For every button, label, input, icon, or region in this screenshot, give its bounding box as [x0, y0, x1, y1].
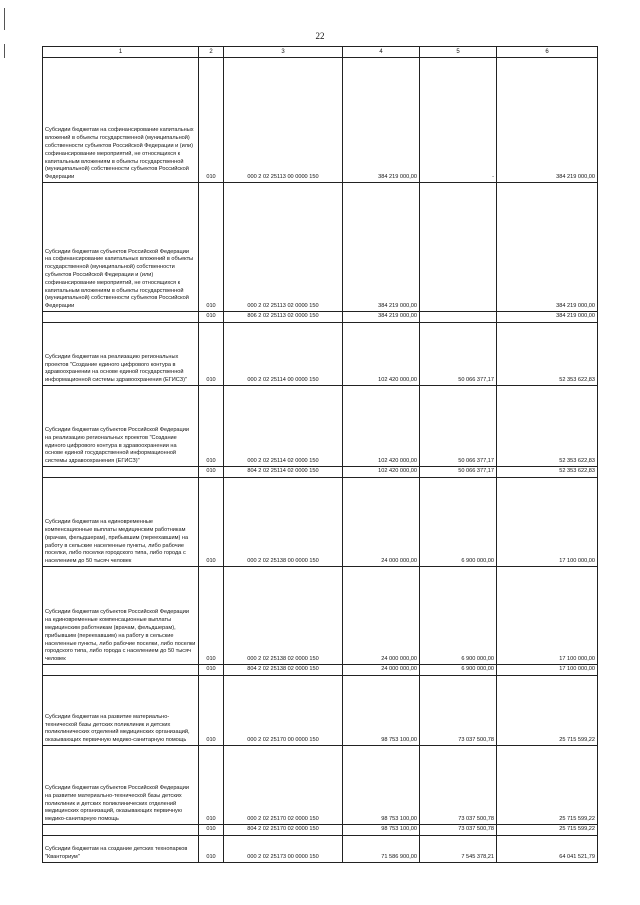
row-admin-code: 010 — [199, 567, 224, 665]
row-executed-amount: 6 900 000,00 — [420, 665, 497, 676]
row-budget-code: 000 2 02 25113 02 0000 150 — [224, 183, 343, 312]
row-plan-amount: 384 219 000,00 — [343, 58, 420, 183]
row-admin-code: 010 — [199, 467, 224, 478]
column-header: 2 — [199, 47, 224, 58]
row-budget-code: 000 2 02 25114 02 0000 150 — [224, 386, 343, 467]
row-budget-code: 000 2 02 25114 00 0000 150 — [224, 323, 343, 386]
row-admin-code: 010 — [199, 825, 224, 836]
row-executed-amount: 50 066 377,17 — [420, 323, 497, 386]
row-plan-amount: 24 000 000,00 — [343, 478, 420, 567]
scan-edge-mark — [4, 44, 5, 58]
row-admin-code: 010 — [199, 386, 224, 467]
row-budget-code: 000 2 02 25138 00 0000 150 — [224, 478, 343, 567]
row-admin-code: 010 — [199, 665, 224, 676]
row-plan-amount: 102 420 000,00 — [343, 323, 420, 386]
row-plan-amount: 98 753 100,00 — [343, 825, 420, 836]
row-plan-amount: 24 000 000,00 — [343, 567, 420, 665]
row-plan-amount: 98 753 100,00 — [343, 676, 420, 746]
row-remaining-amount: 25 715 599,22 — [497, 676, 598, 746]
row-executed-amount: 73 037 500,78 — [420, 825, 497, 836]
row-budget-code: 804 2 02 25138 02 0000 150 — [224, 665, 343, 676]
row-description — [43, 312, 199, 323]
row-plan-amount: 102 420 000,00 — [343, 386, 420, 467]
row-plan-amount: 24 000 000,00 — [343, 665, 420, 676]
table-subtotal-row — [43, 825, 598, 836]
budget-table — [42, 46, 598, 863]
row-budget-code: 806 2 02 25113 02 0000 150 — [224, 312, 343, 323]
row-description — [43, 665, 199, 676]
row-executed-amount: 6 900 000,00 — [420, 567, 497, 665]
row-description: Субсидии бюджетам на развитие материально-технической базы детских поликлиник и детских поликлинических отделений медицинских организаций, оказывающих первичную медико-санитарную помощь — [43, 676, 199, 746]
row-admin-code: 010 — [199, 478, 224, 567]
row-executed-amount — [420, 312, 497, 323]
table-row — [43, 676, 598, 746]
row-remaining-amount: 25 715 599,22 — [497, 746, 598, 825]
column-header: 5 — [420, 47, 497, 58]
table-row — [43, 478, 598, 567]
row-budget-code: 000 2 02 25113 00 0000 150 — [224, 58, 343, 183]
row-plan-amount: 384 219 000,00 — [343, 183, 420, 312]
column-header: 4 — [343, 47, 420, 58]
scan-edge-mark — [4, 8, 5, 30]
row-executed-amount: - — [420, 58, 497, 183]
row-description: Субсидии бюджетам на единовременные компенсационные выплаты медицинским работникам (врачам, фельдшерам), прибывшим (переехавшим) на работу в сельские населенные пункты, либо рабочие поселки, либо поселки городского типа, либо города с населением до 50 тысяч человек — [43, 478, 199, 567]
row-executed-amount: 7 545 378,21 — [420, 836, 497, 863]
row-remaining-amount: 17 100 000,00 — [497, 665, 598, 676]
row-remaining-amount: 52 353 622,83 — [497, 386, 598, 467]
row-executed-amount: 50 066 377,17 — [420, 467, 497, 478]
row-remaining-amount: 17 100 000,00 — [497, 478, 598, 567]
row-executed-amount: 73 037 500,78 — [420, 676, 497, 746]
row-remaining-amount: 25 715 599,22 — [497, 825, 598, 836]
row-description — [43, 467, 199, 478]
row-description: Субсидии бюджетам на создание детских технопарков "Кванториум" — [43, 836, 199, 863]
column-header: 1 — [43, 47, 199, 58]
row-description: Субсидии бюджетам на софинансирование капитальных вложений в объекты государственной (муниципальной) собственности субъектов Российской Федерации и (или) софинансирование мероприятий, не относящихся к капитальным вложениям в объекты государственной (муниципальной) собственности субъектов Российской Федерации — [43, 58, 199, 183]
row-budget-code: 000 2 02 25173 00 0000 150 — [224, 836, 343, 863]
row-admin-code: 010 — [199, 183, 224, 312]
table-row — [43, 567, 598, 665]
row-admin-code: 010 — [199, 746, 224, 825]
row-remaining-amount: 64 041 521,79 — [497, 836, 598, 863]
row-budget-code: 000 2 02 25170 02 0000 150 — [224, 746, 343, 825]
row-description: Субсидии бюджетам субъектов Российской Федерации на единовременные компенсационные выплаты медицинским работникам (врачам, фельдшерам), прибывшим (переехавшим) на работу в сельские населенные пункты, либо рабочие поселки, либо поселки городского типа, либо города с населением до 50 тысяч человек — [43, 567, 199, 665]
row-description: Субсидии бюджетам субъектов Российской Федерации на софинансирование капитальных вложений в объекты государственной (муниципальной) собственности субъектов Российской Федерации и (или) софинансирование мероприятий, не относящихся к капитальным вложениям в объекты государственной (муниципальной) собственности субъектов Российской Федерации — [43, 183, 199, 312]
row-description: Субсидии бюджетам на реализацию региональных проектов "Создание единого цифрового контура в здравоохранении на основе единой государственной информационной системы здравоохранения (ЕГИСЗ)" — [43, 323, 199, 386]
page-number: 22 — [315, 31, 325, 41]
table-row — [43, 746, 598, 825]
row-plan-amount: 102 420 000,00 — [343, 467, 420, 478]
table-row — [43, 836, 598, 863]
row-budget-code: 804 2 02 25170 02 0000 150 — [224, 825, 343, 836]
row-admin-code: 010 — [199, 676, 224, 746]
row-plan-amount: 71 586 900,00 — [343, 836, 420, 863]
row-description: Субсидии бюджетам субъектов Российской Федерации на реализацию региональных проектов "Создание единого цифрового контура в здравоохранении на основе единой государственной информационной системы здравоохранения (ЕГИСЗ)" — [43, 386, 199, 467]
row-executed-amount: 73 037 500,78 — [420, 746, 497, 825]
row-description: Субсидии бюджетам субъектов Российской Федерации на развитие материально-технической базы детских поликлиник и детских поликлинических отделений медицинских организаций, оказывающих первичную медико-санитарную помощь — [43, 746, 199, 825]
row-remaining-amount: 52 353 622,83 — [497, 323, 598, 386]
table-row — [43, 323, 598, 386]
row-plan-amount: 98 753 100,00 — [343, 746, 420, 825]
row-remaining-amount: 17 100 000,00 — [497, 567, 598, 665]
row-executed-amount — [420, 183, 497, 312]
table-row — [43, 58, 598, 183]
row-admin-code: 010 — [199, 323, 224, 386]
table-subtotal-row — [43, 312, 598, 323]
row-remaining-amount: 384 219 000,00 — [497, 183, 598, 312]
table-row — [43, 183, 598, 312]
row-budget-code: 000 2 02 25170 00 0000 150 — [224, 676, 343, 746]
row-executed-amount: 6 900 000,00 — [420, 478, 497, 567]
row-remaining-amount: 52 353 622,83 — [497, 467, 598, 478]
column-header: 6 — [497, 47, 598, 58]
table-subtotal-row — [43, 467, 598, 478]
table-subtotal-row — [43, 665, 598, 676]
row-remaining-amount: 384 219 000,00 — [497, 58, 598, 183]
table-row — [43, 386, 598, 467]
row-description — [43, 825, 199, 836]
row-remaining-amount: 384 219 000,00 — [497, 312, 598, 323]
column-header: 3 — [224, 47, 343, 58]
table-header-row — [43, 47, 598, 58]
row-budget-code: 804 2 02 25114 02 0000 150 — [224, 467, 343, 478]
row-admin-code: 010 — [199, 58, 224, 183]
row-plan-amount: 384 219 000,00 — [343, 312, 420, 323]
row-budget-code: 000 2 02 25138 02 0000 150 — [224, 567, 343, 665]
row-admin-code: 010 — [199, 836, 224, 863]
row-executed-amount: 50 066 377,17 — [420, 386, 497, 467]
row-admin-code: 010 — [199, 312, 224, 323]
